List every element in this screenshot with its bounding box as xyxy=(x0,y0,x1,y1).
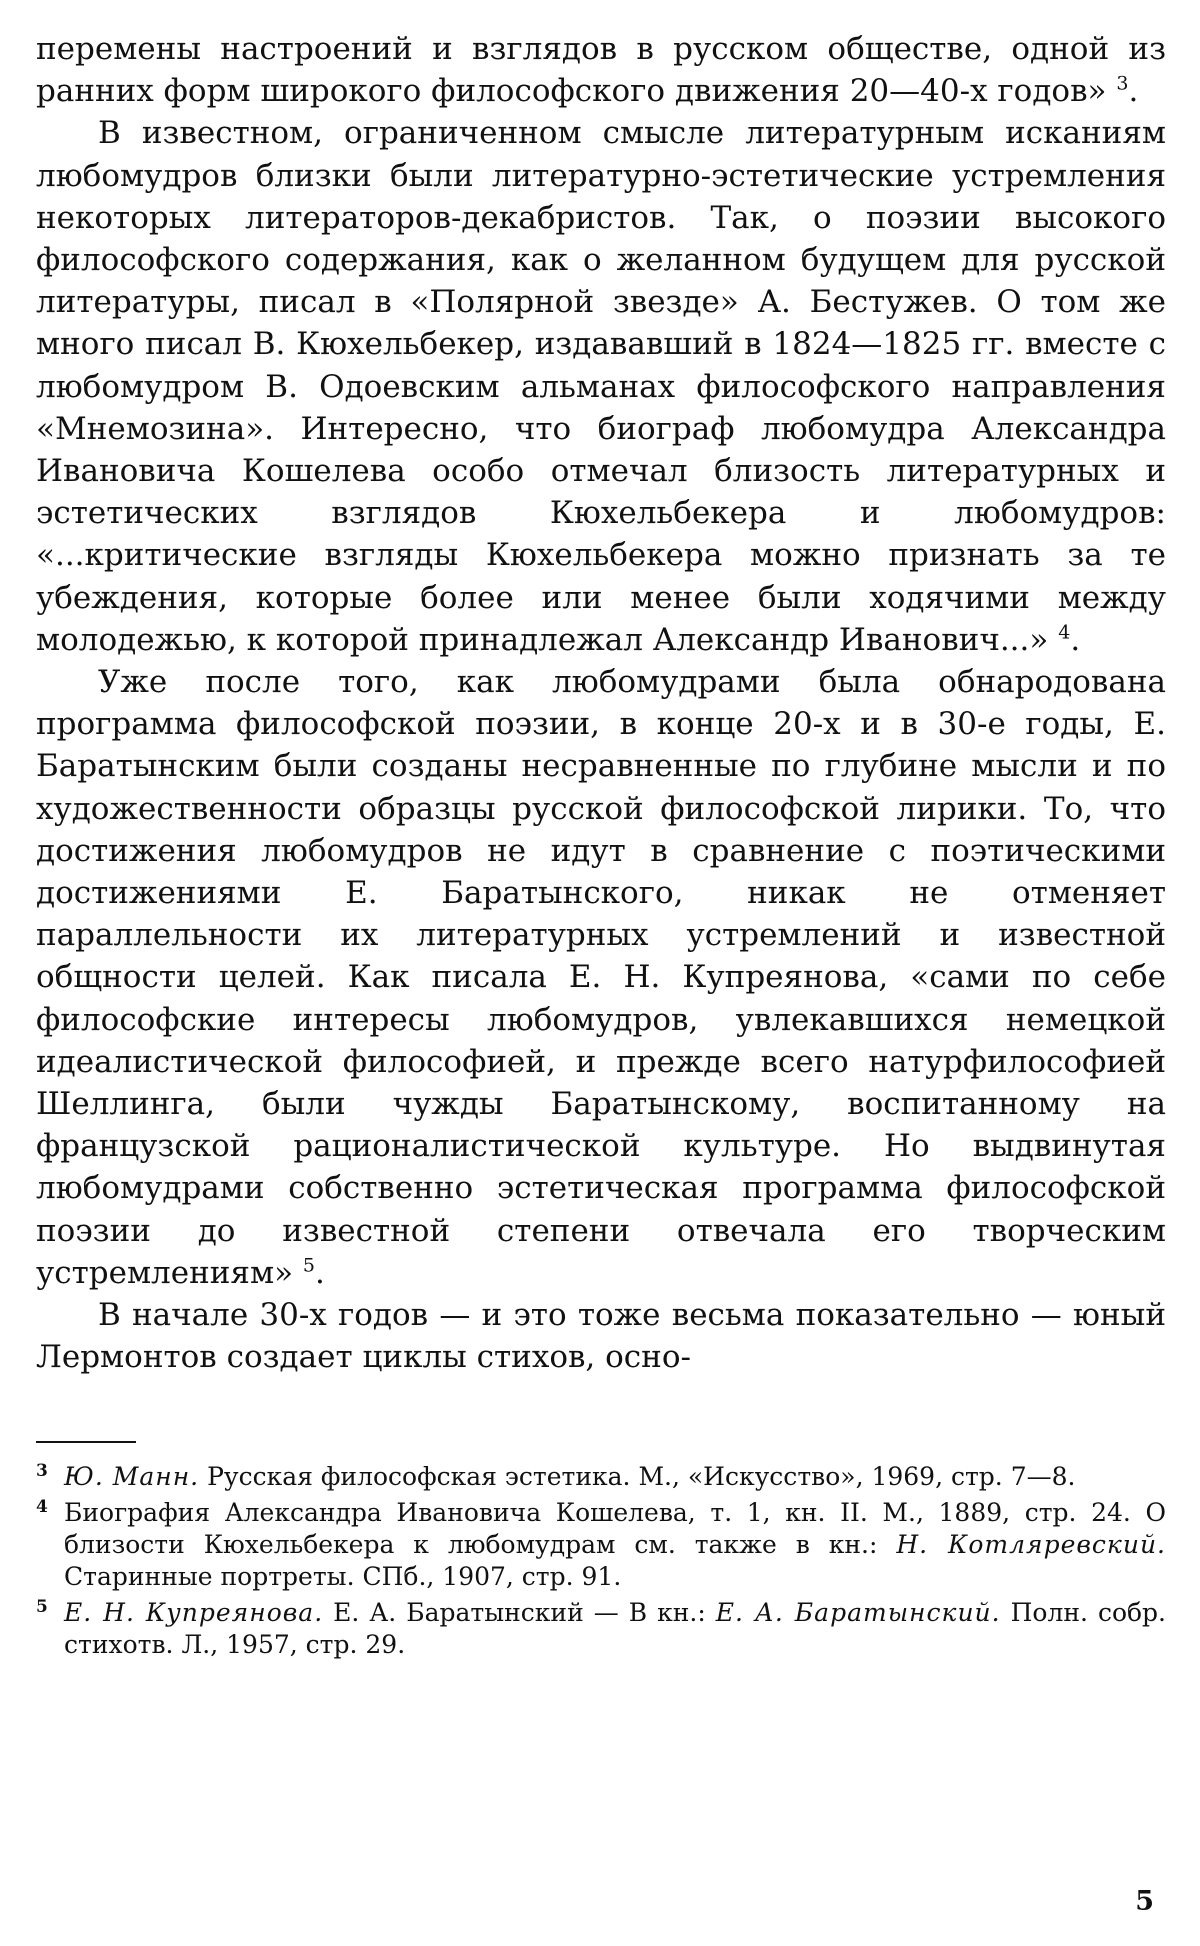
page-number: 5 xyxy=(1135,1886,1154,1917)
book-page xyxy=(36,28,1166,1918)
footnote-mark: 3 xyxy=(36,1460,48,1481)
footnote-text-continued: Старинные портреты. СПб., 1907, стр. 91. xyxy=(64,1561,622,1591)
footnote-mark: 4 xyxy=(36,1496,48,1517)
main-text xyxy=(36,28,1166,1379)
footnote-author: Ю. Манн. xyxy=(64,1461,200,1491)
footnote-author: Н. Котляревский. xyxy=(896,1529,1166,1559)
footnote-divider xyxy=(36,1441,136,1443)
footnote-author: Е. Н. Купреянова. xyxy=(64,1597,324,1627)
footnote-ref-3: 3 xyxy=(1116,72,1129,95)
footnote-3 xyxy=(36,1461,1166,1493)
footnote-text: Биография Александра Ивановича Кошелева, т. 1, кн. II. М., 1889, стр. 24. О близости Кюхельбекера к любомудрам см. также в кн.: xyxy=(64,1497,1166,1559)
footnotes xyxy=(36,1461,1166,1661)
footnote-text-continued: Полн. собр. стихотв. Л., 1957, стр. 29. xyxy=(64,1597,1166,1659)
paragraph-2: В известном, ограниченном смысле литературным исканиям любомудров близки были литературно-эстетические устремления некоторых литераторов-декабристов. Так, о поэзии высокого философского содержания, как о желанном будущем для русской литературы, писал в «Полярной звезде» А. Бестужев. О том же много писал В. Кюхельбекер, издававший в 1824—1825 гг. вместе с любомудром В. Одоевским альманах философского направления «Мнемозина». Интересно, что биограф любомудра Александра Ивановича Кошелева особо отмечал близость литературных и эстетических взглядов Кюхельбекера и любомудров: «...критические взгляды Кюхельбекера можно признать за те убеждения, которые более или менее были ходячими между молодежью, к которой принадлежал Александр Иванович...» $^4$. xyxy=(36,115,1166,658)
footnote-text: Русская философская эстетика. М., «Искусство», 1969, стр. 7—8. xyxy=(207,1461,1076,1491)
paragraph-1: перемены настроений и взглядов в русском обществе, одной из ранних форм широкого философского движения 20—40-х годов» $^3$. xyxy=(36,31,1166,110)
footnote-mark: 5 xyxy=(36,1596,48,1617)
paragraph-3: Уже после того, как любомудрами была обнародована программа философской поэзии, в конце 20-х и в 30-е годы, Е. Баратынским были созданы несравненные по глубине мысли и по художественности образцы русской философской лирики. То, что достижения любомудров не идут в сравнение с поэтическими достижениями Е. Баратынского, никак не отменяет параллельности их литературных устремлений и известной общности целей. Как писала Е. Н. Купреянова, «сами по себе философские интересы любомудров, увлекавшихся немецкой идеалистической философией, и прежде всего натурфилософией Шеллинга, были чужды Баратынскому, воспитанному на французской рационалистической культуре. Но выдвинутая любомудрами собственно эстетическая программа философской поэзии до известной степени отвечала его творческим устремлениям» $^5$. xyxy=(36,664,1166,1291)
footnote-text: Е. А. Баратынский — В кн.: xyxy=(333,1597,706,1627)
footnote-5 xyxy=(36,1597,1166,1661)
paragraph-4: В начале 30-х годов — и это тоже весьма показательно — юный Лермонтов создает циклы стихов, осно- xyxy=(36,1297,1166,1376)
footnote-ref-4: 4 xyxy=(1058,621,1071,644)
footnote-4 xyxy=(36,1497,1166,1593)
footnote-book-author: Е. А. Баратынский. xyxy=(715,1597,1001,1627)
footnote-ref-5: 5 xyxy=(302,1254,316,1277)
